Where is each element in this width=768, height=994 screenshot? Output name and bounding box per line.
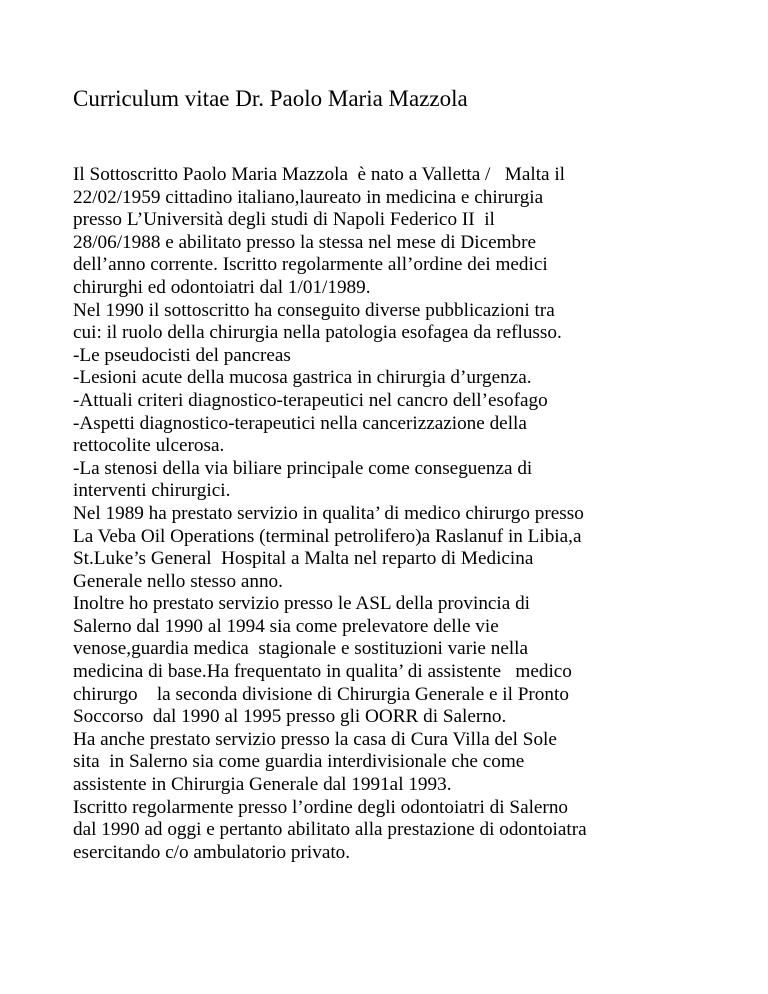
body-line: -Aspetti diagnostico-terapeutici nella cancerizzazione della [73,412,527,434]
body-line: rettocolite ulcerosa. [73,435,225,457]
body-line: chirurghi ed odontoiatri dal 1/01/1989. [73,276,371,298]
body-line: 28/06/1988 e abilitato presso la stessa nel mese di Dicembre [73,231,537,253]
document-body [73,164,763,864]
body-line: Soccorso dal 1990 al 1995 presso gli OORR di Salerno. [73,706,507,728]
body-line: chirurgo la seconda divisione di Chirurgia Generale e il Pronto [73,683,569,705]
body-line: St.Luke’s General Hospital a Malta nel reparto di Medicina [73,548,534,570]
body-line: -Attuali criteri diagnostico-terapeutici nel cancro dell’esofago [73,389,548,411]
body-line: -La stenosi della via biliare principale come conseguenza di [73,457,533,479]
body-line: esercitando c/o ambulatorio privato. [73,841,351,863]
body-line: cui: il ruolo della chirurgia nella patologia esofagea da reflusso. [73,322,562,344]
body-line: Ha anche prestato servizio presso la casa di Cura Villa del Sole [73,728,557,750]
body-line: Nel 1989 ha prestato servizio in qualita’ di medico chirurgo presso [73,502,584,524]
body-line: Iscritto regolarmente presso l’ordine degli odontoiatri di Salerno [73,796,569,818]
body-line: -Lesioni acute della mucosa gastrica in chirurgia d’urgenza. [73,367,532,389]
body-line: dal 1990 ad oggi e pertanto abilitato alla prestazione di odontoiatra [73,819,587,841]
body-line: sita in Salerno sia come guardia interdivisionale che come [73,751,525,773]
body-line: Nel 1990 il sottoscritto ha conseguito diverse pubblicazioni tra [73,299,555,321]
body-line: medicina di base.Ha frequentato in qualita’ di assistente medico [73,661,572,683]
body-line: Il Sottoscritto Paolo Maria Mazzola è nato a Valletta / Malta il [73,164,565,185]
body-line: Generale nello stesso anno. [73,570,283,592]
body-line: interventi chirurgici. [73,480,231,502]
body-line: presso L’Università degli studi di Napoli Federico II il [73,209,495,231]
body-line: 22/02/1959 cittadino italiano,laureato in medicina e chirurgia [73,186,544,208]
body-line: -Le pseudocisti del pancreas [73,344,291,366]
body-line: Inoltre ho prestato servizio presso le ASL della provincia di [73,593,531,615]
body-line: venose,guardia medica stagionale e sostituzioni varie nella [73,638,529,660]
body-line: assistente in Chirurgia Generale dal 1991al 1993. [73,774,452,796]
body-line: Salerno dal 1990 al 1994 sia come prelevatore delle vie [73,615,499,637]
body-line: dell’anno corrente. Iscritto regolarmente all’ordine dei medici [73,254,548,276]
document-title: Curriculum vitae Dr. Paolo Maria Mazzola [73,86,468,111]
body-line: La Veba Oil Operations (terminal petrolifero)a Raslanuf in Libia,a [73,525,582,547]
